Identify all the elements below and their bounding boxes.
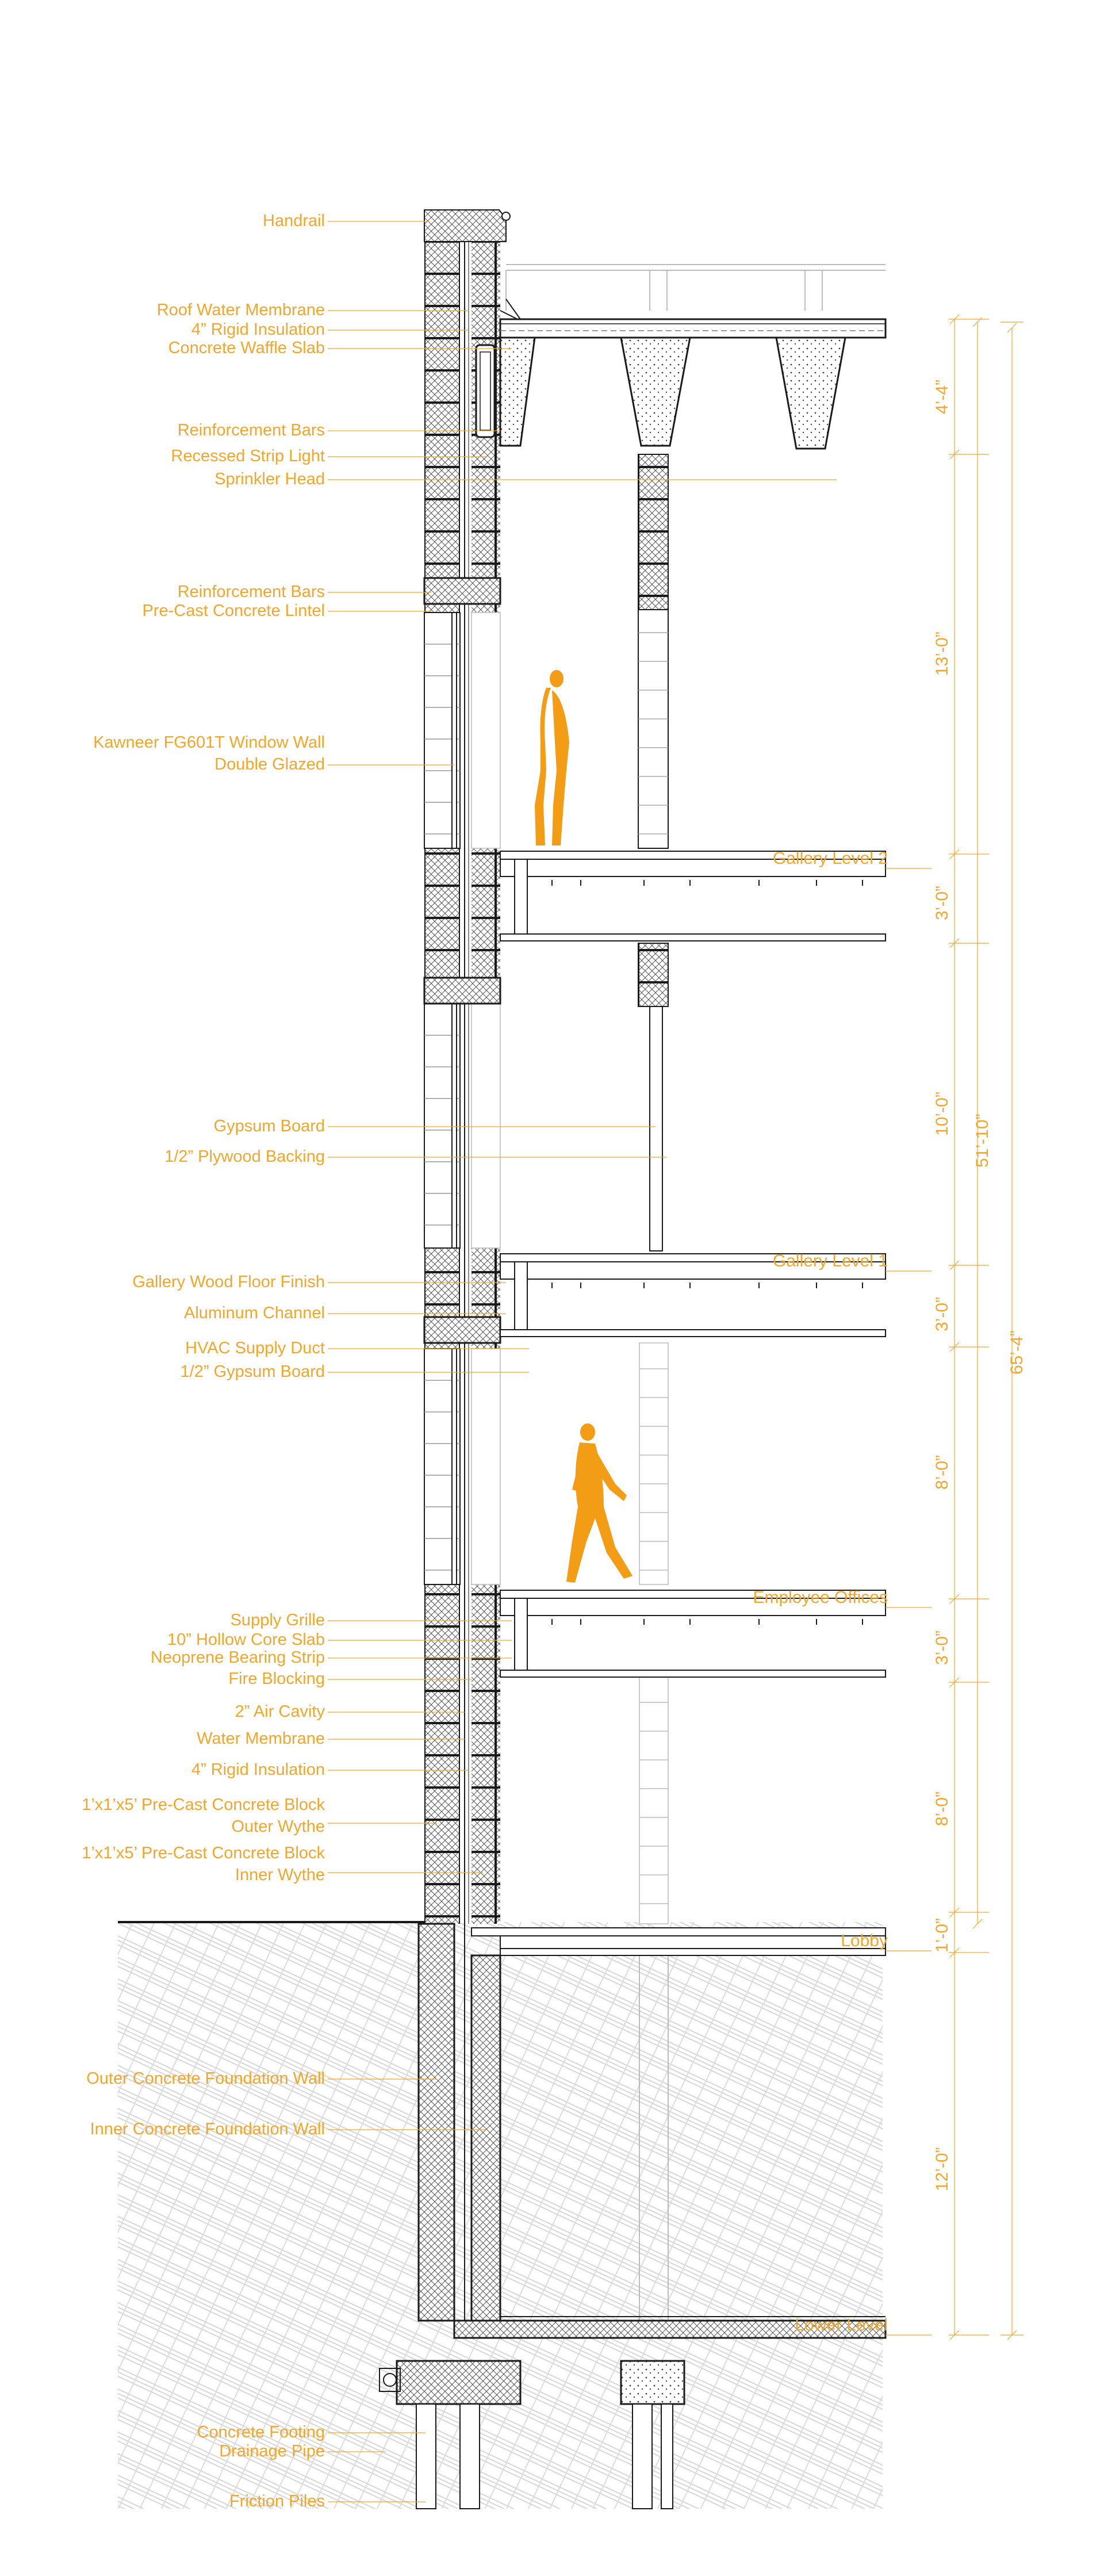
label-wood-floor-finish: Gallery Wood Floor Finish — [132, 1273, 325, 1291]
interior-column-gal2 — [638, 943, 668, 1006]
interior-column-upper — [638, 454, 668, 610]
interior-footing — [621, 2361, 684, 2404]
dim-lower-level: 12’-0” — [933, 2147, 952, 2191]
label-half-gypsum-board: 1/2” Gypsum Board — [180, 1362, 325, 1381]
dim-lobby-floor: 1’-0” — [933, 1917, 952, 1953]
concrete-footing — [397, 2361, 520, 2404]
person-walking-figure — [566, 1423, 632, 1583]
label-reinforcement-bars-lintel: Reinforcement Bars — [177, 583, 325, 601]
label-block-inner-line1: 1’x1’x5’ Pre-Cast Concrete Block — [82, 1844, 325, 1862]
outer-foundation-wall — [419, 1924, 454, 2321]
dim-lobby-clear: 8’-0” — [933, 1791, 952, 1826]
dim-gallery1-clear: 10’-0” — [933, 1092, 952, 1136]
waffle-rib-1 — [500, 338, 535, 446]
person-standing-figure — [535, 670, 569, 845]
floor-lobby — [471, 1928, 885, 1955]
parapet-cap — [424, 210, 506, 242]
inner-foundation-wall — [471, 1955, 500, 2321]
label-roof-water-membrane: Roof Water Membrane — [156, 301, 325, 319]
label-hollow-core-slab: 10” Hollow Core Slab — [167, 1630, 325, 1649]
dim-overall-total: 65’-4” — [1007, 1330, 1026, 1375]
waffle-rib-3 — [776, 338, 845, 449]
label-rigid-insulation-wall: 4” Rigid Insulation — [191, 1760, 325, 1779]
label-aluminum-channel: Aluminum Channel — [183, 1304, 325, 1322]
lintel-gal1 — [424, 1317, 500, 1343]
label-sprinkler-head: Sprinkler Head — [214, 470, 325, 488]
dim-roof: 4’-4” — [933, 379, 952, 414]
roof-slab — [500, 319, 885, 338]
handrail-bolt — [502, 212, 510, 220]
strip-light — [476, 345, 494, 437]
level-gallery-1: Gallery Level 1 — [772, 1251, 888, 1270]
label-window-wall: Kawneer FG601T Window Wall — [93, 733, 325, 752]
level-employee-offices: Employee Offices — [753, 1588, 888, 1607]
label-rigid-insulation-roof: 4” Rigid Insulation — [191, 320, 325, 339]
label-precast-lintel: Pre-Cast Concrete Lintel — [142, 602, 325, 620]
dimension-lines — [949, 315, 1023, 2340]
label-neoprene-bearing-strip: Neoprene Bearing Strip — [150, 1648, 325, 1667]
outer-wythe-upper — [424, 242, 460, 613]
dim-gallery2-clear: 13’-0” — [933, 631, 952, 676]
label-plywood-backing: 1/2” Plywood Backing — [164, 1147, 325, 1166]
label-concrete-footing: Concrete Footing — [197, 2423, 325, 2441]
label-double-glazed: Double Glazed — [214, 755, 325, 774]
level-gallery-2: Gallery Level 2 — [772, 849, 888, 868]
label-supply-grille: Supply Grille — [230, 1611, 325, 1629]
lintel-gal2 — [424, 978, 500, 1004]
dim-above-grade-total: 51’-10” — [973, 1113, 992, 1168]
label-friction-piles: Friction Piles — [229, 2492, 325, 2510]
label-fire-blocking: Fire Blocking — [228, 1670, 325, 1688]
dim-offices-clear: 8’-0” — [933, 1454, 952, 1490]
label-block-inner-line2: Inner Wythe — [235, 1866, 325, 1884]
level-lines — [885, 868, 931, 2335]
label-handrail: Handrail — [263, 212, 325, 230]
waffle-rib-2 — [621, 338, 690, 446]
label-inner-foundation-wall: Inner Concrete Foundation Wall — [90, 2120, 325, 2138]
label-concrete-waffle-slab: Concrete Waffle Slab — [168, 339, 325, 357]
label-block-outer-line1: 1’x1’x5’ Pre-Cast Concrete Block — [82, 1796, 325, 1814]
label-block-outer-line2: Outer Wythe — [231, 1817, 325, 1836]
label-gypsum-board: Gypsum Board — [213, 1117, 325, 1135]
label-outer-foundation-wall: Outer Concrete Foundation Wall — [86, 2069, 325, 2088]
label-water-membrane: Water Membrane — [197, 1729, 325, 1748]
lintel-upper — [424, 578, 500, 604]
dim-offices-floor: 3’-0” — [933, 1630, 952, 1665]
level-lower-level: Lower Level — [795, 2315, 888, 2334]
dim-gallery2-floor: 3’-0” — [933, 885, 952, 920]
label-air-cavity: 2” Air Cavity — [235, 1702, 325, 1721]
drainage-pipe — [384, 2374, 396, 2386]
level-lobby: Lobby — [841, 1931, 888, 1950]
label-hvac-supply-duct: HVAC Supply Duct — [185, 1339, 325, 1357]
label-recessed-strip-light: Recessed Strip Light — [171, 447, 325, 465]
dim-gallery1-floor: 3’-0” — [933, 1296, 952, 1331]
gypsum-partition — [650, 1006, 662, 1251]
label-reinforcement-bars-roof: Reinforcement Bars — [177, 421, 325, 439]
label-drainage-pipe: Drainage Pipe — [219, 2442, 325, 2460]
